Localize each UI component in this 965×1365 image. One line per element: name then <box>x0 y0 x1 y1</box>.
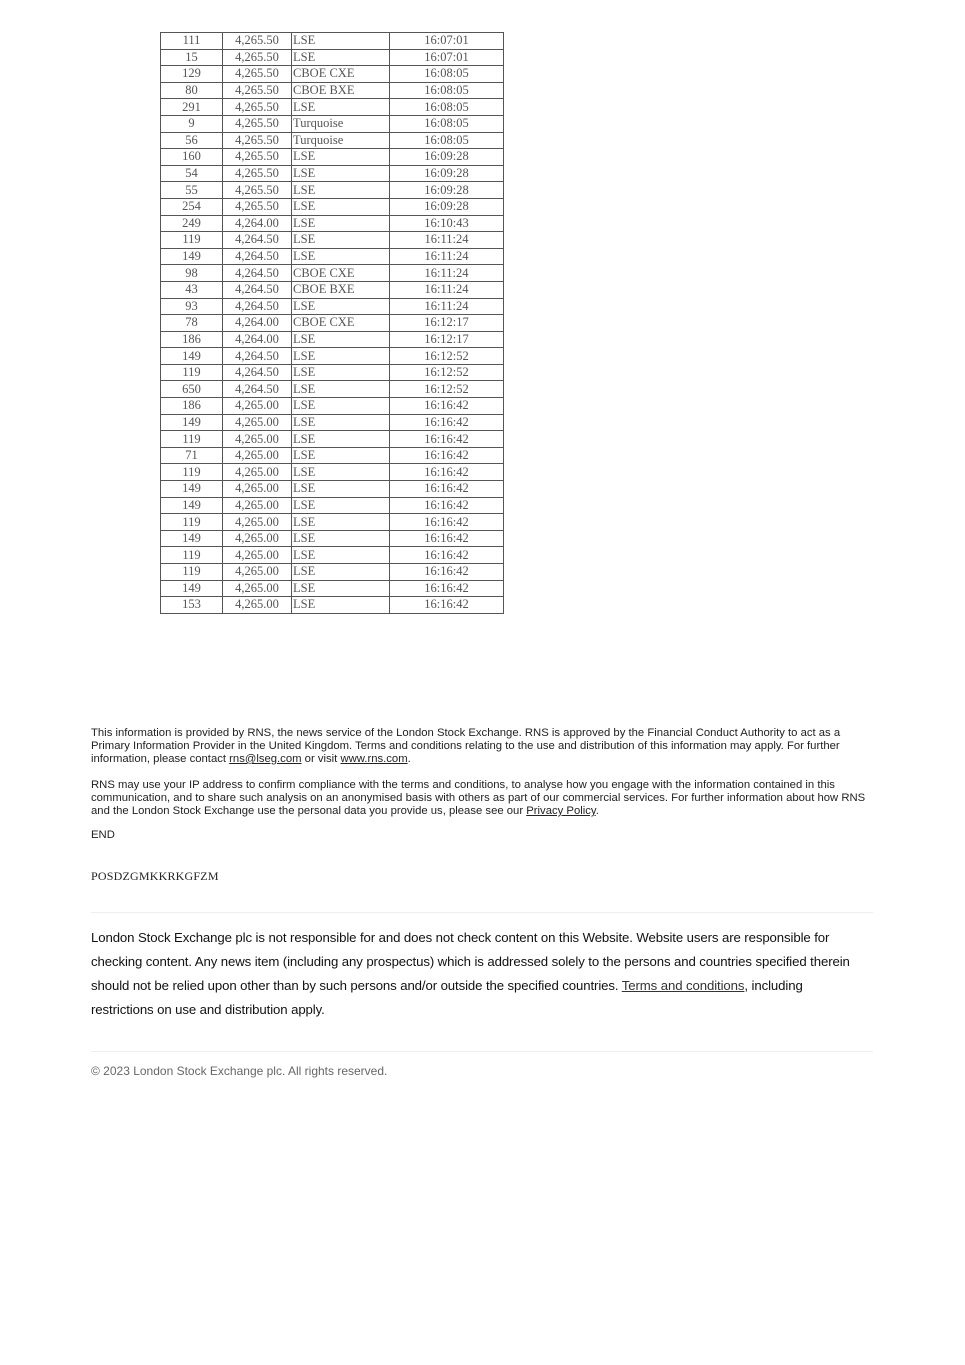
trade-volume: 254 <box>161 198 223 215</box>
disclaimer-text: . <box>595 805 599 817</box>
trade-price: 4,265.00 <box>223 547 292 564</box>
trade-venue: LSE <box>292 232 390 249</box>
trade-volume: 93 <box>161 298 223 315</box>
divider <box>91 1051 873 1052</box>
trade-volume: 54 <box>161 165 223 182</box>
table-row <box>161 298 504 315</box>
trade-time: 16:11:24 <box>390 232 504 249</box>
trade-price: 4,265.00 <box>223 580 292 597</box>
privacy-policy-link[interactable]: Privacy Policy <box>526 805 596 817</box>
trade-volume: 119 <box>161 547 223 564</box>
trade-time: 16:16:42 <box>390 481 504 498</box>
trade-volume: 129 <box>161 66 223 83</box>
trade-price: 4,264.50 <box>223 364 292 381</box>
trade-venue: LSE <box>292 547 390 564</box>
trade-venue: LSE <box>292 364 390 381</box>
disclaimer-text: RNS may use your IP address to confirm compliance with the terms and conditions, to analyse how you engage with the information contained in this communication, and to share such analysis on an anonymised basis with others as part of our commercial services. For further information about how RNS and the London Stock Exchange use the personal data you provide us, please see our <box>91 779 866 817</box>
trade-volume: 119 <box>161 431 223 448</box>
trade-time: 16:11:24 <box>390 298 504 315</box>
trade-volume: 119 <box>161 514 223 531</box>
trade-time: 16:08:05 <box>390 82 504 99</box>
trade-time: 16:12:52 <box>390 364 504 381</box>
trade-volume: 149 <box>161 481 223 498</box>
copyright-footer: © 2023 London Stock Exchange plc. All rights reserved. <box>91 1064 388 1078</box>
trade-price: 4,265.50 <box>223 198 292 215</box>
table-row <box>161 348 504 365</box>
trade-venue: LSE <box>292 497 390 514</box>
trade-time: 16:16:42 <box>390 547 504 564</box>
trade-price: 4,265.50 <box>223 49 292 66</box>
table-row <box>161 398 504 415</box>
trade-volume: 55 <box>161 182 223 199</box>
table-row <box>161 580 504 597</box>
trade-time: 16:16:42 <box>390 597 504 614</box>
trades-table <box>160 32 504 614</box>
trade-venue: LSE <box>292 564 390 581</box>
trade-price: 4,265.00 <box>223 398 292 415</box>
trade-price: 4,265.00 <box>223 514 292 531</box>
trade-venue: LSE <box>292 331 390 348</box>
table-row <box>161 514 504 531</box>
trade-price: 4,264.50 <box>223 281 292 298</box>
trade-time: 16:16:42 <box>390 497 504 514</box>
trade-time: 16:11:24 <box>390 248 504 265</box>
trade-price: 4,265.00 <box>223 481 292 498</box>
trade-venue: Turquoise <box>292 115 390 132</box>
trade-volume: 43 <box>161 281 223 298</box>
trade-time: 16:09:28 <box>390 149 504 166</box>
trade-volume: 149 <box>161 580 223 597</box>
trade-price: 4,265.50 <box>223 182 292 199</box>
trade-time: 16:08:05 <box>390 99 504 116</box>
trades-table-body <box>161 33 504 614</box>
table-row <box>161 364 504 381</box>
trade-price: 4,265.50 <box>223 132 292 149</box>
trade-price: 4,265.50 <box>223 115 292 132</box>
trade-venue: LSE <box>292 348 390 365</box>
trade-venue: CBOE CXE <box>292 66 390 83</box>
trade-time: 16:12:17 <box>390 331 504 348</box>
table-row <box>161 597 504 614</box>
trade-venue: LSE <box>292 99 390 116</box>
trade-venue: LSE <box>292 447 390 464</box>
trade-volume: 98 <box>161 265 223 282</box>
trade-venue: LSE <box>292 49 390 66</box>
trade-price: 4,264.00 <box>223 315 292 332</box>
table-row <box>161 149 504 166</box>
trade-time: 16:08:05 <box>390 115 504 132</box>
trade-venue: CBOE CXE <box>292 265 390 282</box>
notice-text: , including restrictions on use and distribution apply. <box>91 978 803 1017</box>
notice-text: London Stock Exchange plc is not responsible for and does not check content on this Website. Website users are responsible for checking content. Any news item (including any prospectus) which is addressed solely to the persons and countries specified therein should not be relied upon other than by such persons and/or outside the specified countries. <box>91 930 850 993</box>
table-row <box>161 315 504 332</box>
trade-venue: LSE <box>292 182 390 199</box>
trade-time: 16:12:17 <box>390 315 504 332</box>
trade-volume: 186 <box>161 398 223 415</box>
table-row <box>161 431 504 448</box>
table-row <box>161 481 504 498</box>
disclaimer-text: . <box>407 753 411 765</box>
trade-price: 4,265.00 <box>223 447 292 464</box>
trade-venue: Turquoise <box>292 132 390 149</box>
table-row <box>161 33 504 50</box>
trade-price: 4,264.50 <box>223 248 292 265</box>
trade-time: 16:16:42 <box>390 580 504 597</box>
trade-time: 16:11:24 <box>390 281 504 298</box>
trade-price: 4,264.00 <box>223 331 292 348</box>
trade-venue: CBOE BXE <box>292 281 390 298</box>
trade-volume: 249 <box>161 215 223 232</box>
trade-time: 16:07:01 <box>390 33 504 50</box>
trade-venue: LSE <box>292 149 390 166</box>
trade-venue: CBOE BXE <box>292 82 390 99</box>
trade-price: 4,265.50 <box>223 82 292 99</box>
trade-price: 4,265.00 <box>223 431 292 448</box>
trade-venue: LSE <box>292 298 390 315</box>
trade-time: 16:16:42 <box>390 431 504 448</box>
trade-volume: 119 <box>161 364 223 381</box>
trade-time: 16:09:28 <box>390 165 504 182</box>
rns-disclaimer <box>91 727 866 831</box>
trade-time: 16:16:42 <box>390 564 504 581</box>
trade-venue: LSE <box>292 431 390 448</box>
trade-price: 4,265.00 <box>223 464 292 481</box>
trade-time: 16:09:28 <box>390 198 504 215</box>
trade-venue: LSE <box>292 215 390 232</box>
trade-venue: LSE <box>292 381 390 398</box>
trade-price: 4,265.50 <box>223 149 292 166</box>
trade-venue: LSE <box>292 248 390 265</box>
trade-time: 16:12:52 <box>390 348 504 365</box>
trade-price: 4,265.50 <box>223 165 292 182</box>
table-row <box>161 547 504 564</box>
trade-volume: 149 <box>161 348 223 365</box>
trade-time: 16:16:42 <box>390 447 504 464</box>
table-row <box>161 49 504 66</box>
trade-venue: LSE <box>292 165 390 182</box>
table-row <box>161 414 504 431</box>
trade-time: 16:11:24 <box>390 265 504 282</box>
trade-venue: LSE <box>292 198 390 215</box>
document-code: POSDZGMKKRKGFZM <box>91 869 219 883</box>
trade-price: 4,264.00 <box>223 215 292 232</box>
table-row <box>161 331 504 348</box>
trade-price: 4,264.50 <box>223 265 292 282</box>
trade-volume: 9 <box>161 115 223 132</box>
table-row <box>161 281 504 298</box>
trade-volume: 111 <box>161 33 223 50</box>
trade-time: 16:16:42 <box>390 464 504 481</box>
table-row <box>161 182 504 199</box>
table-row <box>161 265 504 282</box>
trade-venue: LSE <box>292 33 390 50</box>
table-row <box>161 564 504 581</box>
trade-venue: CBOE CXE <box>292 315 390 332</box>
trade-price: 4,265.00 <box>223 597 292 614</box>
trade-volume: 149 <box>161 414 223 431</box>
disclaimer-text: This information is provided by RNS, the news service of the London Stock Exchange. RNS is approved by the Financial Conduct Authority to act as a Primary Information Provider in the United Kingdom. Terms and conditions relating to the use and distribution of this information may apply. For further information, please contact <box>91 727 841 765</box>
terms-and-conditions-link[interactable]: Terms and conditions <box>621 978 745 993</box>
trade-price: 4,264.50 <box>223 381 292 398</box>
disclaimer-text: or visit <box>301 753 341 765</box>
trade-volume: 650 <box>161 381 223 398</box>
table-row <box>161 99 504 116</box>
trade-volume: 291 <box>161 99 223 116</box>
trade-volume: 119 <box>161 232 223 249</box>
trade-price: 4,265.50 <box>223 33 292 50</box>
trade-volume: 149 <box>161 530 223 547</box>
trade-volume: 78 <box>161 315 223 332</box>
trade-venue: LSE <box>292 481 390 498</box>
trade-time: 16:16:42 <box>390 514 504 531</box>
end-marker: END <box>91 829 115 841</box>
trade-time: 16:16:42 <box>390 414 504 431</box>
divider <box>91 912 873 913</box>
rns-email-link[interactable]: rns@lseg.com <box>229 753 302 765</box>
trade-price: 4,265.00 <box>223 497 292 514</box>
table-row <box>161 198 504 215</box>
trade-venue: LSE <box>292 514 390 531</box>
trade-time: 16:09:28 <box>390 182 504 199</box>
table-row <box>161 66 504 83</box>
trade-venue: LSE <box>292 464 390 481</box>
table-row <box>161 530 504 547</box>
trade-volume: 160 <box>161 149 223 166</box>
trade-time: 16:12:52 <box>390 381 504 398</box>
table-row <box>161 447 504 464</box>
table-row <box>161 115 504 132</box>
trade-time: 16:16:42 <box>390 398 504 415</box>
trade-venue: LSE <box>292 530 390 547</box>
trade-volume: 56 <box>161 132 223 149</box>
trade-price: 4,265.00 <box>223 414 292 431</box>
trade-time: 16:08:05 <box>390 66 504 83</box>
disclaimer-paragraph-1 <box>91 727 866 766</box>
table-row <box>161 232 504 249</box>
trade-volume: 186 <box>161 331 223 348</box>
trade-price: 4,264.50 <box>223 348 292 365</box>
trade-time: 16:16:42 <box>390 530 504 547</box>
trade-venue: LSE <box>292 597 390 614</box>
trade-volume: 149 <box>161 248 223 265</box>
rns-website-link[interactable]: www.rns.com <box>340 753 408 765</box>
table-row <box>161 381 504 398</box>
table-row <box>161 464 504 481</box>
trade-time: 16:08:05 <box>390 132 504 149</box>
trade-volume: 71 <box>161 447 223 464</box>
table-row <box>161 132 504 149</box>
trade-volume: 153 <box>161 597 223 614</box>
trade-price: 4,264.50 <box>223 232 292 249</box>
trade-price: 4,264.50 <box>223 298 292 315</box>
trade-volume: 149 <box>161 497 223 514</box>
trade-volume: 119 <box>161 564 223 581</box>
disclaimer-paragraph-2 <box>91 779 866 818</box>
trade-volume: 80 <box>161 82 223 99</box>
trade-venue: LSE <box>292 398 390 415</box>
trade-price: 4,265.50 <box>223 99 292 116</box>
table-row <box>161 248 504 265</box>
table-row <box>161 497 504 514</box>
trade-volume: 15 <box>161 49 223 66</box>
lse-responsibility-notice <box>91 926 866 1022</box>
trade-price: 4,265.50 <box>223 66 292 83</box>
table-row <box>161 165 504 182</box>
trade-time: 16:10:43 <box>390 215 504 232</box>
table-row <box>161 82 504 99</box>
trade-time: 16:07:01 <box>390 49 504 66</box>
trade-venue: LSE <box>292 580 390 597</box>
table-row <box>161 215 504 232</box>
trade-volume: 119 <box>161 464 223 481</box>
trade-price: 4,265.00 <box>223 564 292 581</box>
trade-price: 4,265.00 <box>223 530 292 547</box>
trade-venue: LSE <box>292 414 390 431</box>
